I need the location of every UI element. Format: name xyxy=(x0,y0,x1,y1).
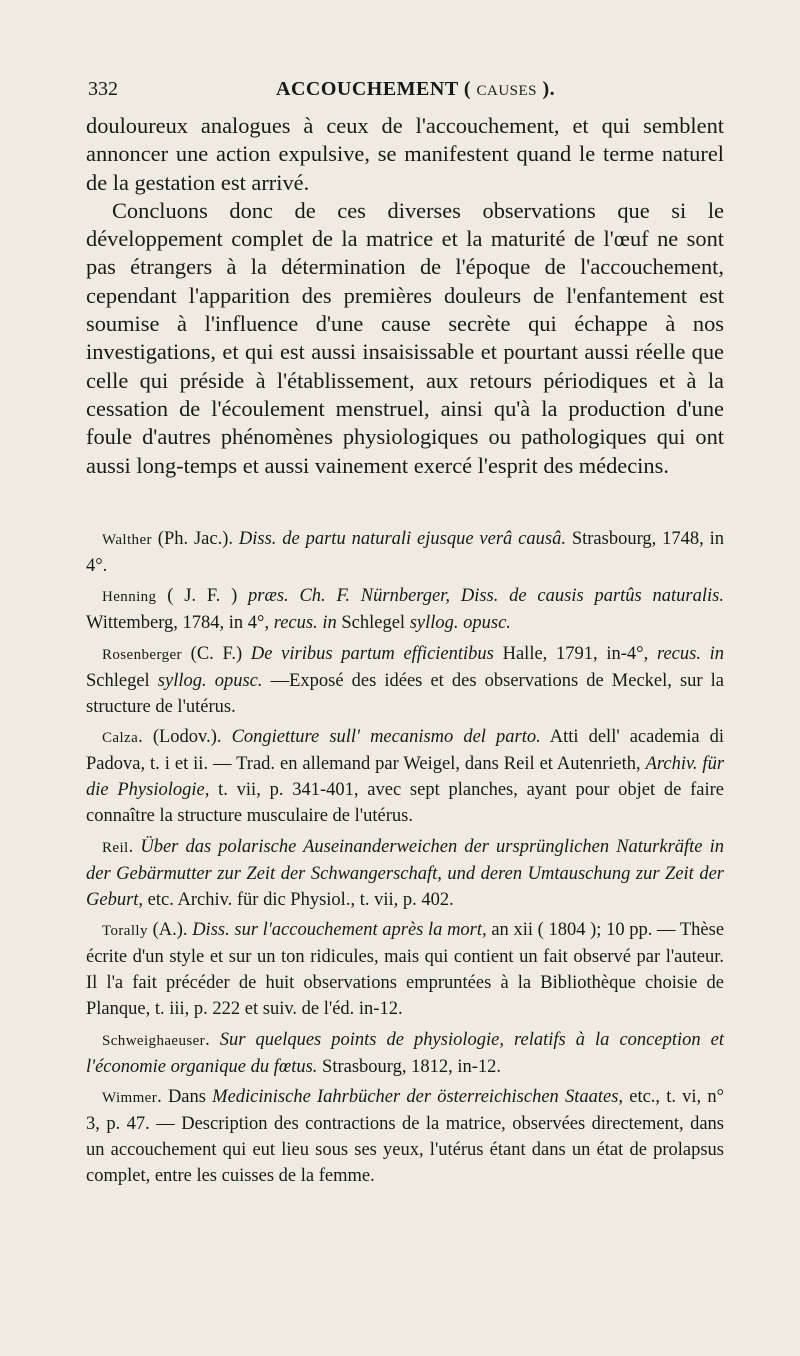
ref-recus: recus. in xyxy=(273,613,337,634)
ref-schlegel: Schlegel xyxy=(341,613,406,634)
ref-initials: (A.). xyxy=(152,920,188,941)
ref-author: Reil xyxy=(102,839,129,856)
ref-initials: (Ph. Jac.). xyxy=(157,529,234,549)
ref-title: Congietture sull' mecanismo del parto. xyxy=(231,727,541,748)
ref-initials: (C. F.) xyxy=(190,643,243,664)
ref-syllog: syllog. opusc. xyxy=(409,613,511,634)
ref-rest: Wittemberg, 1784, in 4°, xyxy=(86,613,270,634)
ref-rest: etc. Archiv. für dic Physiol., t. vii, p. 402. xyxy=(147,889,454,910)
bibliography xyxy=(86,526,724,1194)
ref-syllog: syllog. opusc. xyxy=(157,670,263,691)
paragraph-continuation: douloureux analogues à ceux de l'accouchement, et qui semblent annoncer une action expulsive, se manifestent quand le terme naturel de la gestation est arrivé. xyxy=(86,113,724,195)
ref-rest-2: —Exposé des idées et des observations de Meckel, sur la structure de l'utérus. xyxy=(86,670,725,717)
header-title-main: ACCOUCHEMENT xyxy=(276,78,459,100)
ref-title: Diss. de partu naturali ejusque verâ causâ. xyxy=(238,529,566,549)
ref-title: Diss. sur l'accouchement après la mort, xyxy=(192,920,487,941)
ref-author: Wimmer xyxy=(102,1090,158,1107)
ref-title: præs. Ch. F. Nürnberger, Diss. de causis partûs naturalis. xyxy=(248,586,724,607)
ref-author: Henning xyxy=(102,589,157,606)
ref-author: Calza xyxy=(102,730,139,747)
ref-schlegel: Schlegel xyxy=(86,670,150,691)
reference-wimmer: Wimmer. Dans Medicinische Iahrbücher der österreichischen Staates, etc., t. vi, n° 3, p. 47. — Description des contractions de la matrice, observées directement, dans un accouchement qui eut lieu sous ses yeux, l'utérus étant dans un état de prolapsus complet, entre les cuisses de la femme. xyxy=(86,1087,725,1187)
ref-title: Sur quelques points de physiologie, relatifs à la conception et l'économie organique du fœtus. xyxy=(86,1029,725,1077)
main-text xyxy=(86,112,724,480)
reference-reil: Reil. Über das polarische Auseinanderweichen der ursprünglichen Naturkräfte in der Gebärmutter zur Zeit der Schwangerschaft, und deren Umtauschung zur Zeit der Geburt, etc. Archiv. für dic Physiol., t. vii, p. 402. xyxy=(86,836,724,910)
running-header xyxy=(88,74,728,104)
ref-author: Rosenberger xyxy=(102,646,182,663)
reference-schweighaeuser: Schweighaeuser. Sur quelques points de physiologie, relatifs à la conception et l'économie organique du fœtus. Strasbourg, 1812, in-12. xyxy=(86,1029,725,1077)
ref-rest: Halle, 1791, in-4°, xyxy=(502,643,649,664)
header-title: ACCOUCHEMENT ( CAUSES ). xyxy=(276,78,556,100)
ref-rest-2: t. vii, p. 341-401, avec sept planches, ayant pour objet de faire connaître la structure musculaire de l'utérus. xyxy=(86,780,725,827)
ref-rest: an xii ( 1804 ); 10 pp. — Thèse écrite d'un style et sur un ton ridicules, mais qui contient un fait observé par l'auteur. Il l'a fait précéder de huit observations empruntées à la Bibliothèque choisie de Planque, t. iii, p. 222 et suiv. de l'éd. in-12. xyxy=(86,920,725,1020)
reference-torally xyxy=(86,917,724,1022)
ref-author: Schweighaeuser xyxy=(102,1032,206,1049)
header-section: CAUSES xyxy=(476,83,538,99)
ref-author: Walther xyxy=(102,532,152,548)
ref-rest: Atti dell' academia di Padova, t. i et ii. — Trad. en allemand par Weigel, dans Reil et Autenrieth, xyxy=(86,727,725,775)
reference-calza xyxy=(86,724,724,829)
ref-title: De viribus partum efficientibus xyxy=(250,643,494,664)
ref-dans: Dans xyxy=(167,1087,206,1108)
ref-title: Medicinische Iahrbücher der österreichischen Staates, xyxy=(212,1087,624,1108)
ref-initials: . (Lodov.). xyxy=(138,727,222,748)
ref-archiv: Archiv. für die Physiologie, xyxy=(86,754,725,801)
ref-recus: recus. in xyxy=(656,643,725,664)
paragraph-conclusion: Concluons donc de ces diverses observations que si le développement complet de la matrice et la maturité de l'œuf ne sont pas étrangers à la détermination de l'époque de l'accouchement, cependant l'apparition des premières douleurs de l'enfantement est soumise à l'influence d'une cause secrète qui échappe à nos investigations, et qui est aussi insaisissable et pourtant aussi réelle que celle qui préside à l'établissement, aux retours périodiques et à la cessation de l'écoulement menstruel, ainsi qu'à la production d'une foule d'autres phénomènes physiologiques ou pathologiques qui ont aussi long-temps et aussi vainement exercé l'esprit des médecins. xyxy=(86,197,724,478)
reference-walther xyxy=(86,526,724,579)
ref-author: Torally xyxy=(102,923,148,940)
reference-rosenberger xyxy=(86,641,724,720)
ref-title: Über das polarische Auseinanderweichen der ursprünglichen Naturkräfte in der Gebärmutter zur Zeit der Schwangerschaft, und deren Umtauschung zur Zeit der Geburt, xyxy=(86,836,724,910)
ref-rest: etc., t. vi, n° 3, p. 47. — Description des contractions de la matrice, observées directement, dans un accouchement qui eut lieu sous ses yeux, l'utérus étant dans un état de prolapsus complet, entre les cuisses de la femme. xyxy=(86,1087,725,1187)
reference-henning xyxy=(86,583,724,636)
ref-rest: Strasbourg, 1748, in 4°. xyxy=(86,529,725,577)
page-number: 332 xyxy=(88,78,118,100)
ref-initials: ( J. F. ) xyxy=(167,586,238,607)
ref-rest: Strasbourg, 1812, in-12. xyxy=(322,1056,502,1077)
